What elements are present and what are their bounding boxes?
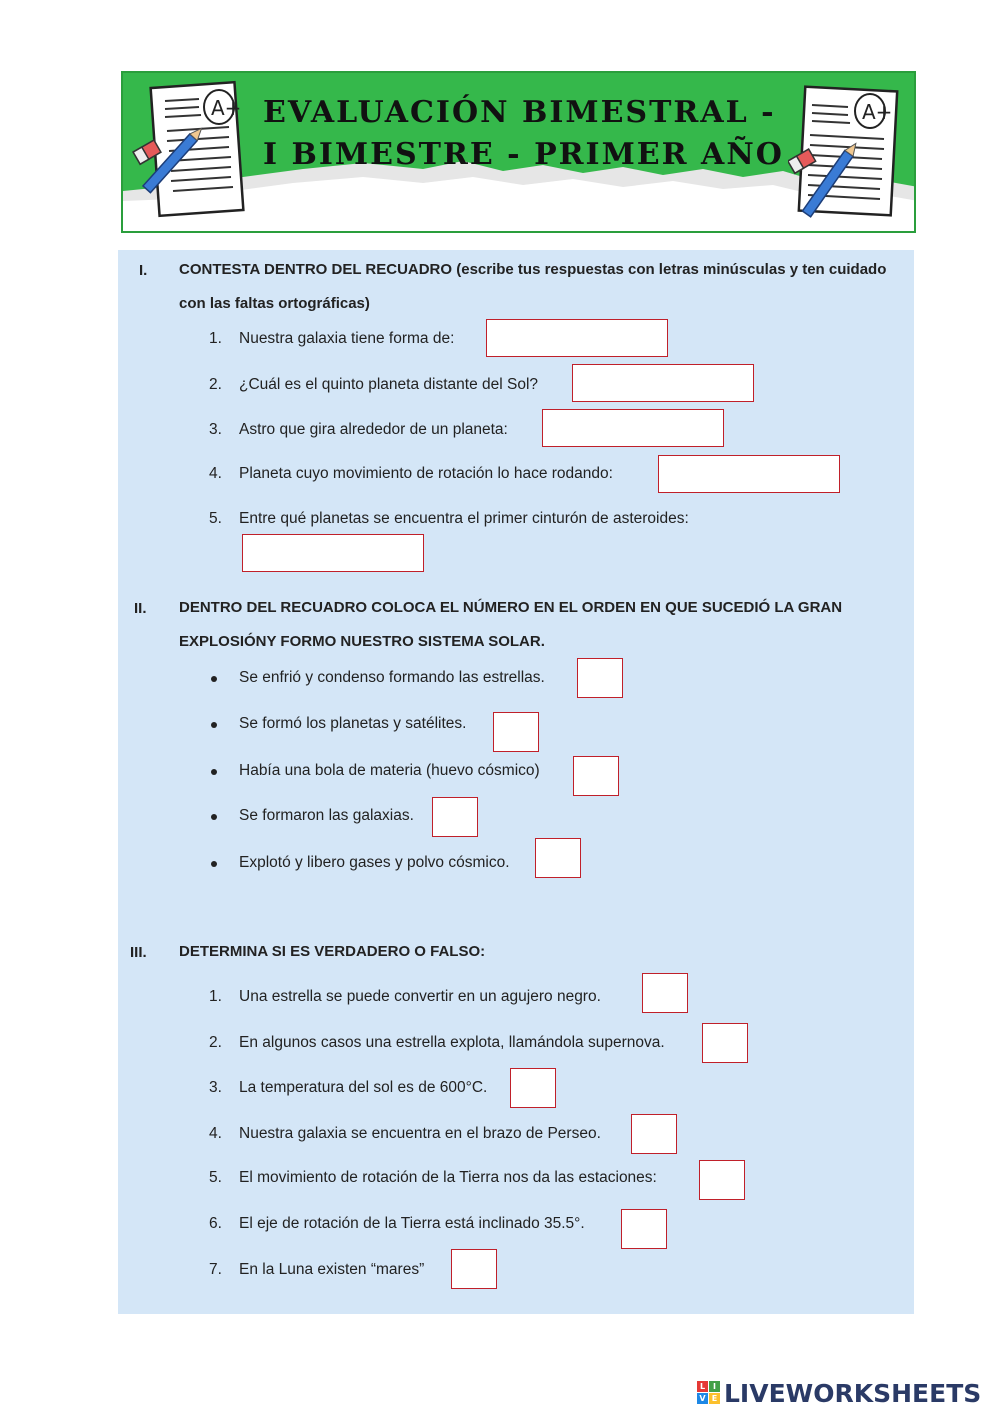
s3-item-3-number: 3.: [209, 1079, 222, 1096]
exam-sheet-left-icon: [129, 79, 249, 221]
s1-answer-1-box[interactable]: [486, 319, 668, 357]
s3-answer-4-box[interactable]: [631, 1114, 677, 1154]
s3-item-6-text: El eje de rotación de la Tierra está inclinado 35.5°.: [239, 1215, 585, 1232]
section-2-number: II.: [134, 600, 147, 617]
s2-item-5-text: Explotó y libero gases y polvo cósmico.: [239, 854, 510, 871]
s1-item-3-text: Astro que gira alrededor de un planeta:: [239, 421, 508, 438]
s3-item-3-text: La temperatura del sol es de 600°C.: [239, 1079, 488, 1096]
s1-item-1-number: 1.: [209, 330, 222, 347]
s1-item-2-number: 2.: [209, 376, 222, 393]
s1-item-5-text: Entre qué planetas se encuentra el primer cinturón de asteroides:: [239, 510, 689, 527]
exam-sheet-right-icon: [788, 85, 912, 225]
s3-item-7-number: 7.: [209, 1261, 222, 1278]
s2-item-2-text: Se formó los planetas y satélites.: [239, 715, 467, 732]
s2-answer-5-box[interactable]: [535, 838, 581, 878]
svg-text:A+: A+: [862, 100, 893, 124]
s2-bullet-4: [211, 814, 217, 820]
s2-bullet-5: [211, 861, 217, 867]
section-3-number: III.: [130, 944, 147, 961]
s3-answer-1-box[interactable]: [642, 973, 688, 1013]
s2-answer-1-box[interactable]: [577, 658, 623, 698]
logo-text: LIVEWORKSHEETS: [724, 1378, 982, 1408]
s1-item-4-number: 4.: [209, 465, 222, 482]
s3-item-4-number: 4.: [209, 1125, 222, 1142]
s1-item-5-number: 5.: [209, 510, 222, 527]
s3-item-2-text: En algunos casos una estrella explota, llamándola supernova.: [239, 1034, 665, 1051]
section-3-title: DETERMINA SI ES VERDADERO O FALSO:: [179, 943, 486, 960]
worksheet-content: [118, 250, 914, 1314]
s3-item-2-number: 2.: [209, 1034, 222, 1051]
title-line-1: EVALUACIÓN BIMESTRAL -: [263, 95, 776, 130]
s2-item-4-text: Se formaron las galaxias.: [239, 807, 414, 824]
s3-answer-6-box[interactable]: [621, 1209, 667, 1249]
s2-bullet-1: [211, 676, 217, 682]
s3-answer-7-box[interactable]: [451, 1249, 497, 1289]
s2-bullet-2: [211, 722, 217, 728]
section-1-number: I.: [139, 262, 148, 279]
s1-item-1-text: Nuestra galaxia tiene forma de:: [239, 330, 455, 347]
s2-answer-4-box[interactable]: [432, 797, 478, 837]
s3-answer-5-box[interactable]: [699, 1160, 745, 1200]
s2-item-3-text: Había una bola de materia (huevo cósmico): [239, 762, 540, 779]
s3-item-6-number: 6.: [209, 1215, 222, 1232]
s3-item-1-text: Una estrella se puede convertir en un agujero negro.: [239, 988, 601, 1005]
s3-item-5-text: El movimiento de rotación de la Tierra nos da las estaciones:: [239, 1169, 657, 1186]
s3-answer-3-box[interactable]: [510, 1068, 556, 1108]
section-1-title: CONTESTA DENTRO DEL RECUADRO (escribe tus respuestas con letras minúsculas y ten cuidado con las faltas ortográficas): [179, 261, 887, 312]
s1-answer-3-box[interactable]: [542, 409, 724, 447]
header-banner: [121, 71, 916, 233]
title-line-2: I BIMESTRE - PRIMER AÑO: [263, 137, 784, 172]
s1-answer-4-box[interactable]: [658, 455, 840, 493]
liveworksheets-logo[interactable]: [697, 1378, 981, 1408]
section-2-title: DENTRO DEL RECUADRO COLOCA EL NÚMERO EN EL ORDEN EN QUE SUCEDIÓ LA GRAN EXPLOSIÓNY FORMO NUESTRO SISTEMA SOLAR.: [179, 599, 843, 650]
svg-text:A+: A+: [211, 96, 242, 120]
s2-answer-3-box[interactable]: [573, 756, 619, 796]
s3-item-7-text: En la Luna existen “mares”: [239, 1261, 425, 1278]
s3-item-1-number: 1.: [209, 988, 222, 1005]
logo-badge-icon: L I V E: [697, 1381, 721, 1405]
s1-answer-5-box[interactable]: [242, 534, 424, 572]
s2-answer-2-box[interactable]: [493, 712, 539, 752]
s2-item-1-text: Se enfrió y condenso formando las estrellas.: [239, 669, 545, 686]
s2-bullet-3: [211, 769, 217, 775]
s3-item-5-number: 5.: [209, 1169, 222, 1186]
s3-answer-2-box[interactable]: [702, 1023, 748, 1063]
s1-item-2-text: ¿Cuál es el quinto planeta distante del Sol?: [239, 376, 539, 393]
s1-item-4-text: Planeta cuyo movimiento de rotación lo hace rodando:: [239, 465, 613, 482]
s1-item-3-number: 3.: [209, 421, 222, 438]
s3-item-4-text: Nuestra galaxia se encuentra en el brazo de Perseo.: [239, 1125, 601, 1142]
s1-answer-2-box[interactable]: [572, 364, 754, 402]
